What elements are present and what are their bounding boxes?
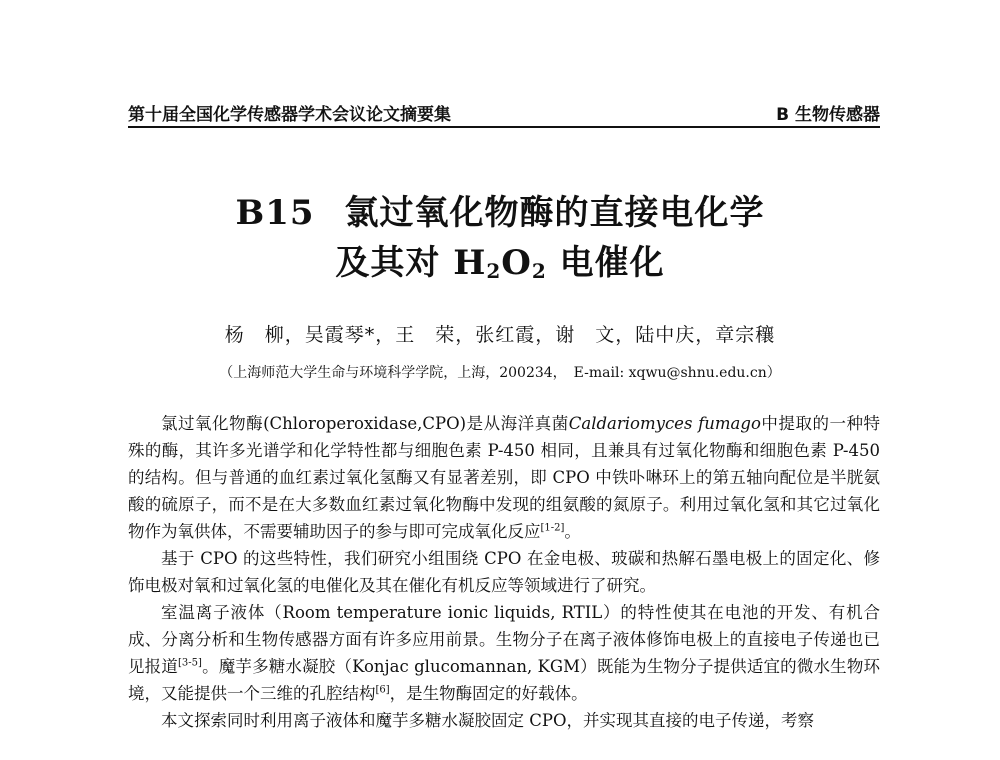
affiliation: （上海师范大学生命与环境科学学院，上海，200234， E-mail: xqwu@shnu.edu.cn） [219,365,781,381]
subscript-2b: 2 [531,259,547,283]
species-name: Caldariomyces fumago [568,414,761,433]
citation: [6] [375,684,390,696]
section-label: B 生物传感器 [776,105,880,125]
paragraph-2: 基于 CPO 的这些特性，我们研究小组围绕 CPO 在金电极、玻碳和热解石墨电极上的固定化、修饰电极对氧和过氧化氢的电催化及其在催化有机反应等领域进行了研究。 [128,549,880,595]
paper-title-line-1 [0,185,1000,234]
running-header [128,100,880,128]
citation: [1-2] [540,522,565,534]
proceedings-title: 第十届全国化学传感器学术会议论文摘要集 [128,105,451,125]
paragraph-3: 室温离子液体（Room temperature ionic liquids, RTIL）的特性使其在电池的开发、有机合成、分离分析和生物传感器方面有许多应用前景。生物分子在离子液体修饰电极上的直接电子传递也已见报道[3-5]。魔芋多糖水凝胶（Konjac glucomannan, KGM）既能为生物分子提供适宜的微水生物环境，又能提供一个三维的孔腔结构[6]，是生物酶固定的好载体。 [128,603,880,703]
title-text-2a: 及其对 H [335,243,487,283]
paper-title-line-2 [0,235,1000,284]
title-text-1: 氯过氧化物酶的直接电化学 [344,193,765,233]
citation: [3-5] [178,657,202,669]
subscript-2a: 2 [486,259,502,283]
abstract-body [128,410,880,734]
title-text-2c: 电催化 [546,243,665,283]
paragraph-1: 氯过氧化物酶(Chloroperoxidase,CPO)是从海洋真菌Caldariomyces fumago中提取的一种特殊的酶，其许多光谱学和化学特性都与细胞色素 P-450 相同，且兼具有过氧化物酶和细胞色素 P-450 的结构。但与普通的血红素过氧化氢酶又有显著差别，即 CPO 中铁卟啉环上的第五轴向配位是半胱氨酸的硫原子，而不是在大多数血红素过氧化物酶中发现的组氨酸的氮原子。利用过氧化氢和其它过氧化物作为氧供体，不需要辅助因子的参与即可完成氧化反应[1-2]。 [128,414,880,541]
paper-code: B15 [235,193,315,233]
author-list: 杨 柳，吴霞琴*，王 荣，张红霞，谢 文，陆中庆，章宗穰 [224,324,776,346]
paragraph-4: 本文探索同时利用离子液体和魔芋多糖水凝胶固定 CPO，并实现其直接的电子传递，考察 [161,711,814,730]
title-text-2b: O [501,243,532,283]
